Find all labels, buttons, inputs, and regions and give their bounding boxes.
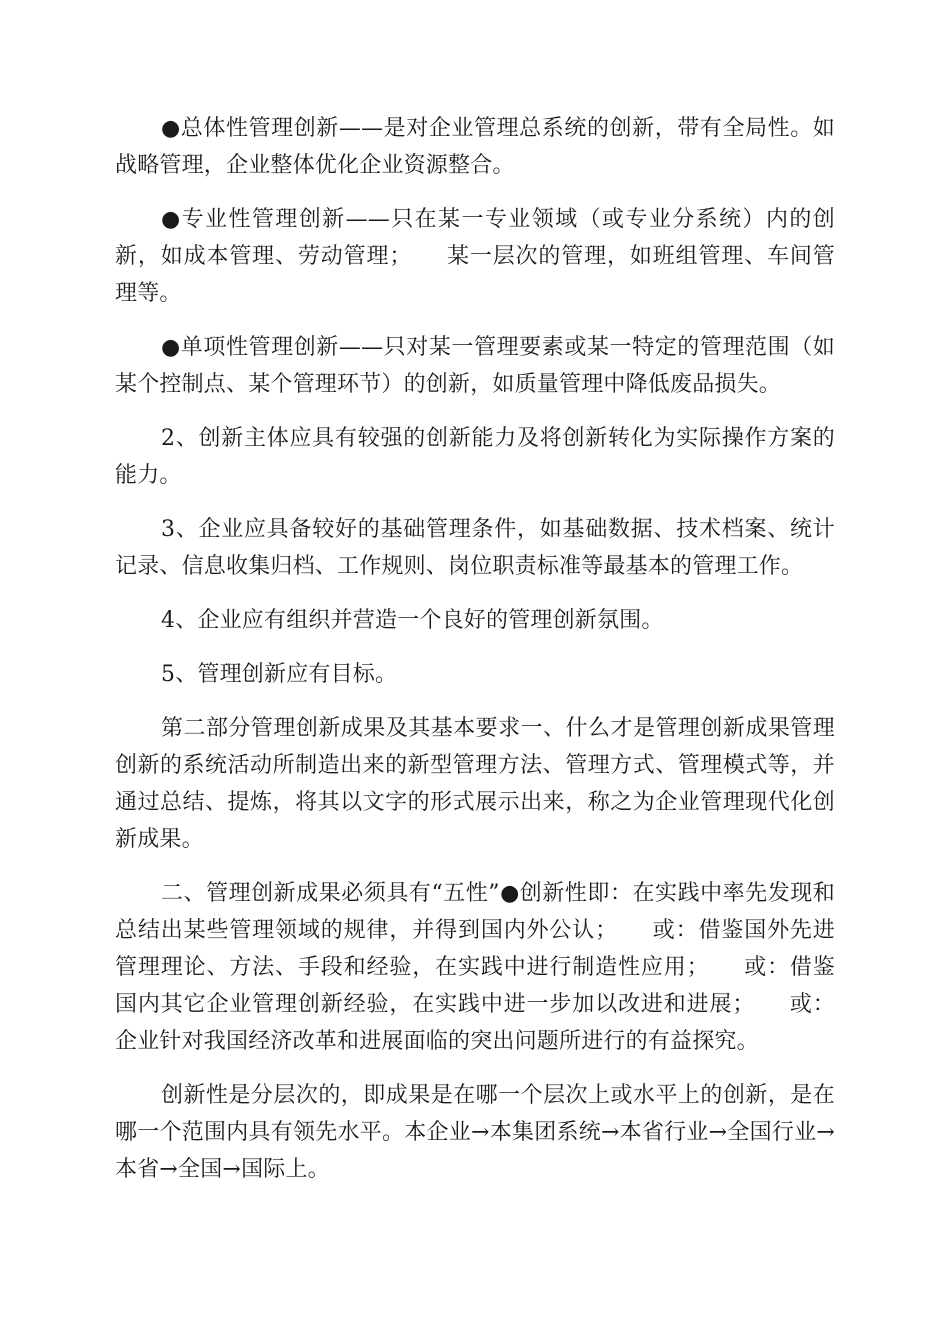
paragraph-overall-innovation: ●总体性管理创新——是对企业管理总系统的创新，带有全局性。如战略管理，企业整体优化企业资源整合。 (115, 116, 835, 178)
paragraph-item-5: 5、管理创新应有目标。 (161, 662, 398, 687)
paragraph-item-4: 4、企业应有组织并营造一个良好的管理创新氛围。 (161, 608, 664, 633)
paragraph-professional-innovation: ●专业性管理创新——只在某一专业领域（或专业分系统）内的创新，如成本管理、劳动管理； 某一层次的管理，如班组管理、车间管理等。 (115, 207, 835, 306)
paragraph-item-3: 3、企业应具备较好的基础管理条件，如基础数据、技术档案、统计记录、信息收集归档、工作规则、岗位职责标准等最基本的管理工作。 (115, 517, 835, 579)
paragraph-five-properties: 二、管理创新成果必须具有“五性”●创新性即：在实践中率先发现和总结出某些管理领域的规律，并得到国内外公认； 或：借鉴国外先进管理理论、方法、手段和经验，在实践中进行制造性应用； 或：借鉴国内其它企业管理创新经验，在实践中进一步加以改进和进展； 或：企业针对我国经济改革和进展面临的突出问题所进行的有益探究。 (115, 881, 835, 1054)
paragraph-part-two: 第二部分管理创新成果及其基本要求一、什么才是管理创新成果管理创新的系统活动所制造出来的新型管理方法、管理方式、管理模式等，并通过总结、提炼，将其以文字的形式展示出来，称之为企业管理现代化创新成果。 (115, 716, 835, 852)
paragraph-item-2: 2、创新主体应具有较强的创新能力及将创新转化为实际操作方案的能力。 (115, 426, 835, 488)
paragraph-innovation-levels: 创新性是分层次的，即成果是在哪一个层次上或水平上的创新，是在哪一个范围内具有领先水平。本企业→本集团系统→本省行业→全国行业→本省→全国→国际上。 (115, 1083, 835, 1182)
paragraph-single-item-innovation: ●单项性管理创新——只对某一管理要素或某一特定的管理范围（如某个控制点、某个管理环节）的创新，如质量管理中降低废品损失。 (115, 335, 835, 397)
document-body (115, 110, 835, 1205)
